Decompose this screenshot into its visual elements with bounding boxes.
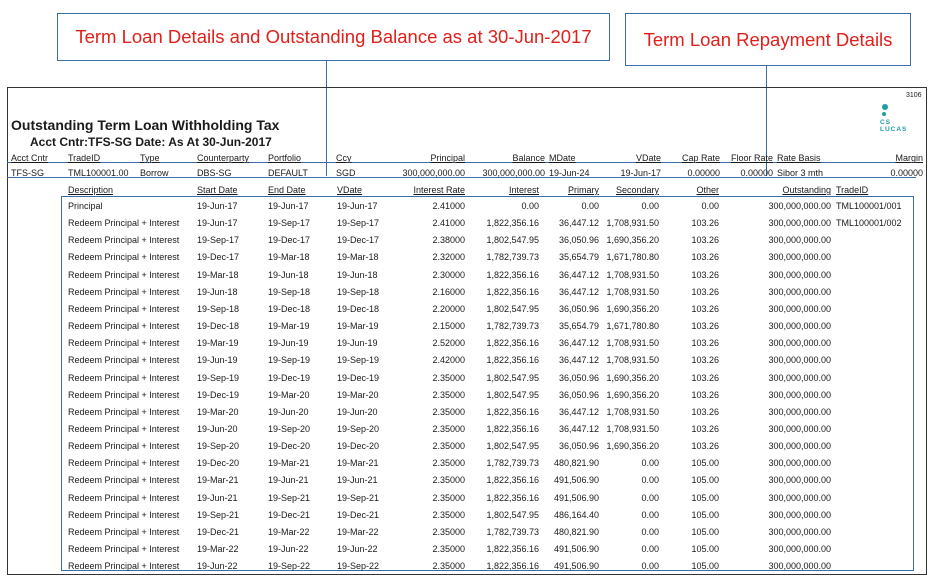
repayment-row-description: Redeem Principal + Interest bbox=[68, 286, 180, 297]
repayment-cell: 1,802,547.95 bbox=[486, 441, 539, 452]
loan-header-column: Margin bbox=[895, 153, 923, 163]
repayment-cell: 19-Jun-18 bbox=[197, 286, 238, 297]
repayment-cell: 19-Jun-19 bbox=[337, 338, 378, 349]
repayment-cell: 19-Dec-20 bbox=[197, 458, 240, 469]
logo-dot-icon bbox=[882, 104, 888, 110]
repayment-cell: 103.26 bbox=[691, 235, 719, 246]
repayment-cell: 19-Jun-17 bbox=[337, 201, 378, 211]
loan-header-column: Type bbox=[140, 153, 160, 163]
repayment-cell: 19-Jun-22 bbox=[337, 544, 378, 554]
repayment-cell: 2.20000 bbox=[432, 303, 465, 314]
repayment-cell: 35,654.79 bbox=[558, 252, 599, 263]
loan-header-column: Counterparty bbox=[197, 153, 250, 163]
repayment-row-description: Redeem Principal + Interest bbox=[68, 544, 180, 554]
repayment-column-header: VDate bbox=[337, 185, 363, 195]
page-number: 3106 bbox=[906, 92, 922, 99]
repayment-cell: 103.26 bbox=[691, 372, 719, 383]
repayment-cell: 19-Dec-17 bbox=[268, 235, 311, 246]
repayment-cell: 300,000,000.00 bbox=[768, 321, 831, 332]
repayment-cell: 19-Sep-20 bbox=[268, 423, 311, 434]
repayment-cell: 1,708,931.50 bbox=[606, 218, 659, 229]
repayment-details-callout-text: Term Loan Repayment Details bbox=[643, 28, 893, 50]
repayment-cell: 105.00 bbox=[691, 561, 719, 572]
repayment-column-header: Outstanding bbox=[782, 185, 831, 195]
repayment-cell: TML100001/001 bbox=[836, 201, 902, 211]
report-title: Outstanding Term Loan Withholding Tax bbox=[11, 117, 280, 133]
repayment-column-header: Start Date bbox=[197, 185, 238, 195]
repayment-cell: 35,654.79 bbox=[558, 321, 599, 332]
repayment-cell: 105.00 bbox=[691, 544, 719, 554]
repayment-cell: 19-Jun-21 bbox=[337, 475, 378, 486]
repayment-row-description: Redeem Principal + Interest bbox=[68, 235, 180, 246]
repayment-cell: 19-Sep-22 bbox=[337, 561, 380, 572]
repayment-cell: 19-Dec-18 bbox=[337, 303, 380, 314]
repayment-cell: 300,000,000.00 bbox=[768, 509, 831, 520]
repayment-cell: 1,822,356.16 bbox=[486, 269, 539, 280]
loan-header-cell: 300,000,000.00 bbox=[402, 168, 465, 178]
loan-header-column: Principal bbox=[430, 153, 465, 163]
loan-header-cell: 19-Jun-17 bbox=[620, 168, 661, 178]
repayment-cell: 1,802,547.95 bbox=[486, 372, 539, 383]
logo-dot-small-icon bbox=[882, 112, 886, 116]
repayment-cell: 1,782,739.73 bbox=[486, 252, 539, 263]
repayment-cell: 19-Dec-18 bbox=[268, 303, 311, 314]
repayment-column-header: Primary bbox=[568, 185, 599, 195]
repayment-column-header: Interest bbox=[508, 185, 539, 195]
repayment-cell: 300,000,000.00 bbox=[768, 235, 831, 246]
repayment-cell: 2.35000 bbox=[432, 441, 465, 452]
repayment-cell: 36,447.12 bbox=[558, 218, 599, 229]
repayment-cell: 19-Sep-18 bbox=[268, 286, 311, 297]
repayment-cell: 2.41000 bbox=[432, 201, 465, 211]
repayment-cell: 19-Sep-19 bbox=[197, 372, 240, 383]
repayment-cell: 2.35000 bbox=[432, 544, 465, 554]
repayment-cell: 103.26 bbox=[691, 252, 719, 263]
repayment-cell: 1,822,356.16 bbox=[486, 423, 539, 434]
repayment-cell: 19-Sep-20 bbox=[337, 423, 380, 434]
repayment-cell: 300,000,000.00 bbox=[768, 475, 831, 486]
repayment-cell: 19-Mar-21 bbox=[268, 458, 310, 469]
loan-details-callout-text: Term Loan Details and Outstanding Balance as at 30-Jun-2017 bbox=[75, 26, 592, 47]
repayment-cell: 1,671,780.80 bbox=[606, 321, 659, 332]
repayment-cell: 19-Mar-21 bbox=[337, 458, 379, 469]
repayment-cell: 0.00 bbox=[641, 526, 659, 537]
loan-header-cell: TML100001.00 bbox=[68, 168, 129, 178]
repayment-column-header: Secondary bbox=[615, 185, 659, 195]
logo-text: CS LUCAS bbox=[880, 119, 908, 133]
repayment-cell: 1,822,356.16 bbox=[486, 406, 539, 417]
repayment-cell: 105.00 bbox=[691, 492, 719, 503]
repayment-cell: 2.42000 bbox=[432, 355, 465, 366]
repayment-cell: 0.00 bbox=[581, 201, 599, 211]
repayment-cell: 1,708,931.50 bbox=[606, 269, 659, 280]
repayment-cell: 19-Sep-21 bbox=[197, 509, 240, 520]
repayment-cell: 480,821.90 bbox=[553, 526, 599, 537]
repayment-cell: 19-Jun-21 bbox=[197, 492, 238, 503]
repayment-cell: 19-Mar-19 bbox=[268, 321, 310, 332]
repayment-cell: 1,802,547.95 bbox=[486, 509, 539, 520]
repayment-row-description: Redeem Principal + Interest bbox=[68, 406, 180, 417]
loan-header-cell: 0.00000 bbox=[687, 168, 720, 178]
loan-header-cell: 0.00000 bbox=[890, 168, 923, 178]
repayment-cell: 300,000,000.00 bbox=[768, 269, 831, 280]
repayment-cell: 1,802,547.95 bbox=[486, 235, 539, 246]
repayment-cell: 2.35000 bbox=[432, 406, 465, 417]
repayment-cell: 103.26 bbox=[691, 406, 719, 417]
repayment-cell: 19-Jun-17 bbox=[268, 201, 309, 211]
repayment-cell: 19-Jun-22 bbox=[197, 561, 238, 572]
repayment-cell: 105.00 bbox=[691, 458, 719, 469]
repayment-cell: 19-Sep-17 bbox=[197, 235, 240, 246]
repayment-cell: 19-Sep-17 bbox=[268, 218, 311, 229]
repayment-cell: 36,050.96 bbox=[558, 389, 599, 400]
repayment-cell: TML100001/002 bbox=[836, 218, 902, 229]
loan-header-cell: 19-Jun-24 bbox=[549, 168, 590, 178]
repayment-cell: 19-Mar-20 bbox=[268, 389, 310, 400]
repayment-row-description: Redeem Principal + Interest bbox=[68, 321, 180, 332]
repayment-cell: 2.38000 bbox=[432, 235, 465, 246]
repayment-cell: 19-Sep-17 bbox=[337, 218, 380, 229]
loan-header-cell: SGD bbox=[336, 168, 356, 178]
loan-header-cell: Borrow bbox=[140, 168, 169, 178]
repayment-cell: 19-Mar-18 bbox=[337, 252, 379, 263]
loan-header-column: TradeID bbox=[68, 153, 101, 163]
repayment-row-description: Redeem Principal + Interest bbox=[68, 492, 180, 503]
repayment-row-description: Redeem Principal + Interest bbox=[68, 475, 180, 486]
repayment-row-description: Redeem Principal + Interest bbox=[68, 372, 180, 383]
repayment-cell: 105.00 bbox=[691, 509, 719, 520]
repayment-cell: 1,690,356.20 bbox=[606, 389, 659, 400]
repayment-cell: 0.00 bbox=[641, 544, 659, 554]
repayment-cell: 19-Sep-21 bbox=[268, 492, 311, 503]
repayment-cell: 19-Mar-20 bbox=[197, 406, 239, 417]
repayment-row-description: Redeem Principal + Interest bbox=[68, 509, 180, 520]
repayment-cell: 19-Dec-17 bbox=[197, 252, 240, 263]
repayment-cell: 19-Jun-17 bbox=[197, 218, 238, 229]
repayment-cell: 300,000,000.00 bbox=[768, 441, 831, 452]
repayment-cell: 19-Dec-21 bbox=[197, 526, 240, 537]
repayment-cell: 300,000,000.00 bbox=[768, 458, 831, 469]
repayment-cell: 19-Jun-19 bbox=[197, 355, 238, 366]
repayment-cell: 36,447.12 bbox=[558, 423, 599, 434]
repayment-cell: 36,447.12 bbox=[558, 355, 599, 366]
repayment-cell: 1,708,931.50 bbox=[606, 355, 659, 366]
repayment-column-header: End Date bbox=[268, 185, 306, 195]
repayment-row-description: Redeem Principal + Interest bbox=[68, 423, 180, 434]
repayment-cell: 1,822,356.16 bbox=[486, 544, 539, 554]
repayment-cell: 19-Jun-18 bbox=[268, 269, 309, 280]
repayment-cell: 1,782,739.73 bbox=[486, 526, 539, 537]
repayment-cell: 300,000,000.00 bbox=[768, 201, 831, 211]
repayment-cell: 19-Dec-18 bbox=[197, 321, 240, 332]
repayment-cell: 0.00 bbox=[641, 458, 659, 469]
repayment-cell: 19-Mar-18 bbox=[268, 252, 310, 263]
loan-header-column: Floor Rate bbox=[730, 153, 773, 163]
repayment-cell: 1,671,780.80 bbox=[606, 252, 659, 263]
repayment-cell: 0.00 bbox=[641, 201, 659, 211]
repayment-cell: 19-Mar-20 bbox=[337, 389, 379, 400]
repayment-cell: 19-Jun-20 bbox=[268, 406, 309, 417]
repayment-cell: 36,447.12 bbox=[558, 406, 599, 417]
repayment-cell: 19-Mar-21 bbox=[197, 475, 239, 486]
repayment-row-description: Redeem Principal + Interest bbox=[68, 218, 180, 229]
loan-header-cell: Sibor 3 mth bbox=[777, 168, 824, 178]
repayment-cell: 103.26 bbox=[691, 423, 719, 434]
repayment-cell: 36,050.96 bbox=[558, 235, 599, 246]
loan-header-column: VDate bbox=[635, 153, 661, 163]
repayment-cell: 1,802,547.95 bbox=[486, 389, 539, 400]
repayment-cell: 491,506.90 bbox=[553, 475, 599, 486]
repayment-column-header: Interest Rate bbox=[413, 185, 465, 195]
repayment-cell: 1,822,356.16 bbox=[486, 475, 539, 486]
repayment-cell: 1,822,356.16 bbox=[486, 492, 539, 503]
repayment-column-header: Other bbox=[696, 185, 719, 195]
repayment-cell: 1,822,356.16 bbox=[486, 286, 539, 297]
repayment-cell: 1,802,547.95 bbox=[486, 303, 539, 314]
repayment-cell: 1,690,356.20 bbox=[606, 303, 659, 314]
loan-header-cell: TFS-SG bbox=[11, 168, 44, 178]
repayment-cell: 36,050.96 bbox=[558, 303, 599, 314]
repayment-row-description: Redeem Principal + Interest bbox=[68, 389, 180, 400]
repayment-cell: 19-Sep-18 bbox=[337, 286, 380, 297]
repayment-cell: 19-Jun-19 bbox=[268, 338, 309, 349]
repayment-cell: 19-Dec-21 bbox=[268, 509, 311, 520]
repayment-row-description: Redeem Principal + Interest bbox=[68, 561, 180, 572]
repayment-cell: 486,164.40 bbox=[553, 509, 599, 520]
repayment-row-description: Redeem Principal + Interest bbox=[68, 269, 180, 280]
repayment-cell: 19-Mar-22 bbox=[197, 544, 239, 554]
repayment-cell: 2.35000 bbox=[432, 372, 465, 383]
repayment-cell: 0.00 bbox=[641, 509, 659, 520]
repayment-cell: 103.26 bbox=[691, 321, 719, 332]
repayment-cell: 19-Jun-17 bbox=[197, 201, 238, 211]
loan-header-column: Ccy bbox=[336, 153, 352, 163]
repayment-cell: 105.00 bbox=[691, 475, 719, 486]
repayment-cell: 0.00 bbox=[641, 492, 659, 503]
repayment-cell: 36,050.96 bbox=[558, 372, 599, 383]
repayment-cell: 300,000,000.00 bbox=[768, 286, 831, 297]
repayment-cell: 36,447.12 bbox=[558, 286, 599, 297]
repayment-cell: 2.52000 bbox=[432, 338, 465, 349]
loan-header-column: Portfolio bbox=[268, 153, 302, 163]
repayment-row-description: Redeem Principal + Interest bbox=[68, 303, 180, 314]
repayment-row-description: Redeem Principal + Interest bbox=[68, 526, 180, 537]
repayment-cell: 2.41000 bbox=[432, 218, 465, 229]
repayment-cell: 1,708,931.50 bbox=[606, 423, 659, 434]
repayment-column-header: TradeID bbox=[836, 185, 869, 195]
repayment-details-callout bbox=[625, 13, 911, 66]
repayment-cell: 300,000,000.00 bbox=[768, 561, 831, 572]
repayment-cell: 1,708,931.50 bbox=[606, 338, 659, 349]
repayment-cell: 36,050.96 bbox=[558, 441, 599, 452]
repayment-cell: 491,506.90 bbox=[553, 544, 599, 554]
repayment-cell: 480,821.90 bbox=[553, 458, 599, 469]
repayment-cell: 2.35000 bbox=[432, 475, 465, 486]
loan-header-column: MDate bbox=[549, 153, 576, 163]
repayment-cell: 19-Dec-19 bbox=[337, 372, 380, 383]
repayment-cell: 103.26 bbox=[691, 218, 719, 229]
repayment-row-description: Redeem Principal + Interest bbox=[68, 338, 180, 349]
repayment-cell: 1,822,356.16 bbox=[486, 338, 539, 349]
repayment-cell: 2.32000 bbox=[432, 252, 465, 263]
loan-header-cell: 0.00000 bbox=[740, 168, 773, 178]
repayment-cell: 1,708,931.50 bbox=[606, 286, 659, 297]
repayment-cell: 2.35000 bbox=[432, 561, 465, 572]
repayment-cell: 19-Sep-19 bbox=[268, 355, 311, 366]
repayment-cell: 2.35000 bbox=[432, 389, 465, 400]
repayment-cell: 300,000,000.00 bbox=[768, 218, 831, 229]
repayment-cell: 19-Mar-19 bbox=[197, 338, 239, 349]
repayment-cell: 300,000,000.00 bbox=[768, 303, 831, 314]
repayment-row-description: Redeem Principal + Interest bbox=[68, 441, 180, 452]
repayment-cell: 2.35000 bbox=[432, 526, 465, 537]
repayment-cell: 300,000,000.00 bbox=[768, 355, 831, 366]
repayment-cell: 2.15000 bbox=[432, 321, 465, 332]
repayment-cell: 103.26 bbox=[691, 303, 719, 314]
repayment-row-description: Redeem Principal + Interest bbox=[68, 252, 180, 263]
repayment-cell: 2.16000 bbox=[432, 286, 465, 297]
loan-details-callout bbox=[57, 13, 610, 61]
repayment-cell: 19-Sep-18 bbox=[197, 303, 240, 314]
repayment-cell: 491,506.90 bbox=[553, 561, 599, 572]
repayment-cell: 0.00 bbox=[641, 561, 659, 572]
repayment-cell: 19-Jun-21 bbox=[268, 475, 309, 486]
repayment-cell: 19-Jun-20 bbox=[337, 406, 378, 417]
repayment-cell: 19-Mar-22 bbox=[337, 526, 379, 537]
loan-header-column: Acct Cntr bbox=[11, 153, 49, 163]
repayment-cell: 103.26 bbox=[691, 269, 719, 280]
repayment-cell: 1,690,356.20 bbox=[606, 372, 659, 383]
repayment-row-description: Principal bbox=[68, 201, 103, 211]
repayment-cell: 300,000,000.00 bbox=[768, 389, 831, 400]
repayment-cell: 19-Sep-22 bbox=[268, 561, 311, 572]
repayment-cell: 19-Sep-21 bbox=[337, 492, 380, 503]
repayment-cell: 103.26 bbox=[691, 355, 719, 366]
repayment-cell: 300,000,000.00 bbox=[768, 252, 831, 263]
repayment-cell: 103.26 bbox=[691, 389, 719, 400]
repayment-cell: 36,447.12 bbox=[558, 338, 599, 349]
loan-header-column: Rate Basis bbox=[777, 153, 821, 163]
repayment-cell: 105.00 bbox=[691, 526, 719, 537]
repayment-cell: 1,822,356.16 bbox=[486, 218, 539, 229]
report-subtitle: Acct Cntr:TFS-SG Date: As At 30-Jun-2017 bbox=[30, 135, 272, 149]
repayment-column-header: Description bbox=[68, 185, 114, 195]
repayment-cell: 19-Dec-20 bbox=[268, 441, 311, 452]
loan-header-cell: 300,000,000.00 bbox=[482, 168, 545, 178]
repayment-cell: 2.35000 bbox=[432, 423, 465, 434]
repayment-cell: 2.30000 bbox=[432, 269, 465, 280]
repayment-cell: 300,000,000.00 bbox=[768, 372, 831, 383]
repayment-cell: 1,690,356.20 bbox=[606, 441, 659, 452]
repayment-cell: 1,822,356.16 bbox=[486, 355, 539, 366]
repayment-cell: 300,000,000.00 bbox=[768, 406, 831, 417]
repayment-cell: 19-Dec-20 bbox=[337, 441, 380, 452]
repayment-cell: 19-Mar-18 bbox=[197, 269, 239, 280]
repayment-cell: 19-Mar-19 bbox=[337, 321, 379, 332]
repayment-row-description: Redeem Principal + Interest bbox=[68, 458, 180, 469]
repayment-cell: 36,447.12 bbox=[558, 269, 599, 280]
loan-header-cell: DBS-SG bbox=[197, 168, 232, 178]
repayment-cell: 19-Jun-22 bbox=[268, 544, 309, 554]
repayment-cell: 1,690,356.20 bbox=[606, 235, 659, 246]
repayment-cell: 19-Dec-19 bbox=[268, 372, 311, 383]
repayment-cell: 19-Dec-21 bbox=[337, 509, 380, 520]
repayment-row-description: Redeem Principal + Interest bbox=[68, 355, 180, 366]
loan-header-column: Cap Rate bbox=[681, 153, 720, 163]
repayment-cell: 300,000,000.00 bbox=[768, 544, 831, 554]
repayment-cell: 1,822,356.16 bbox=[486, 561, 539, 572]
repayment-cell: 2.35000 bbox=[432, 458, 465, 469]
loan-header-column: Balance bbox=[512, 153, 545, 163]
repayment-cell: 19-Mar-22 bbox=[268, 526, 310, 537]
repayment-cell: 103.26 bbox=[691, 338, 719, 349]
company-logo bbox=[880, 104, 914, 132]
repayment-cell: 300,000,000.00 bbox=[768, 526, 831, 537]
repayment-cell: 0.00 bbox=[641, 475, 659, 486]
repayment-cell: 1,782,739.73 bbox=[486, 458, 539, 469]
repayment-cell: 300,000,000.00 bbox=[768, 492, 831, 503]
repayment-cell: 300,000,000.00 bbox=[768, 423, 831, 434]
repayment-cell: 1,708,931.50 bbox=[606, 406, 659, 417]
repayment-cell: 1,782,739.73 bbox=[486, 321, 539, 332]
repayment-cell: 19-Sep-20 bbox=[197, 441, 240, 452]
repayment-cell: 300,000,000.00 bbox=[768, 338, 831, 349]
repayment-cell: 19-Jun-20 bbox=[197, 423, 238, 434]
repayment-cell: 0.00 bbox=[521, 201, 539, 211]
repayment-cell: 19-Dec-17 bbox=[337, 235, 380, 246]
repayment-cell: 2.35000 bbox=[432, 492, 465, 503]
loan-header-cell: DEFAULT bbox=[268, 168, 308, 178]
repayment-cell: 103.26 bbox=[691, 441, 719, 452]
repayment-cell: 19-Dec-19 bbox=[197, 389, 240, 400]
repayment-cell: 2.35000 bbox=[432, 509, 465, 520]
repayment-cell: 103.26 bbox=[691, 286, 719, 297]
repayment-cell: 19-Jun-18 bbox=[337, 269, 378, 280]
repayment-cell: 19-Sep-19 bbox=[337, 355, 380, 366]
repayment-cell: 491,506.90 bbox=[553, 492, 599, 503]
repayment-cell: 0.00 bbox=[701, 201, 719, 211]
